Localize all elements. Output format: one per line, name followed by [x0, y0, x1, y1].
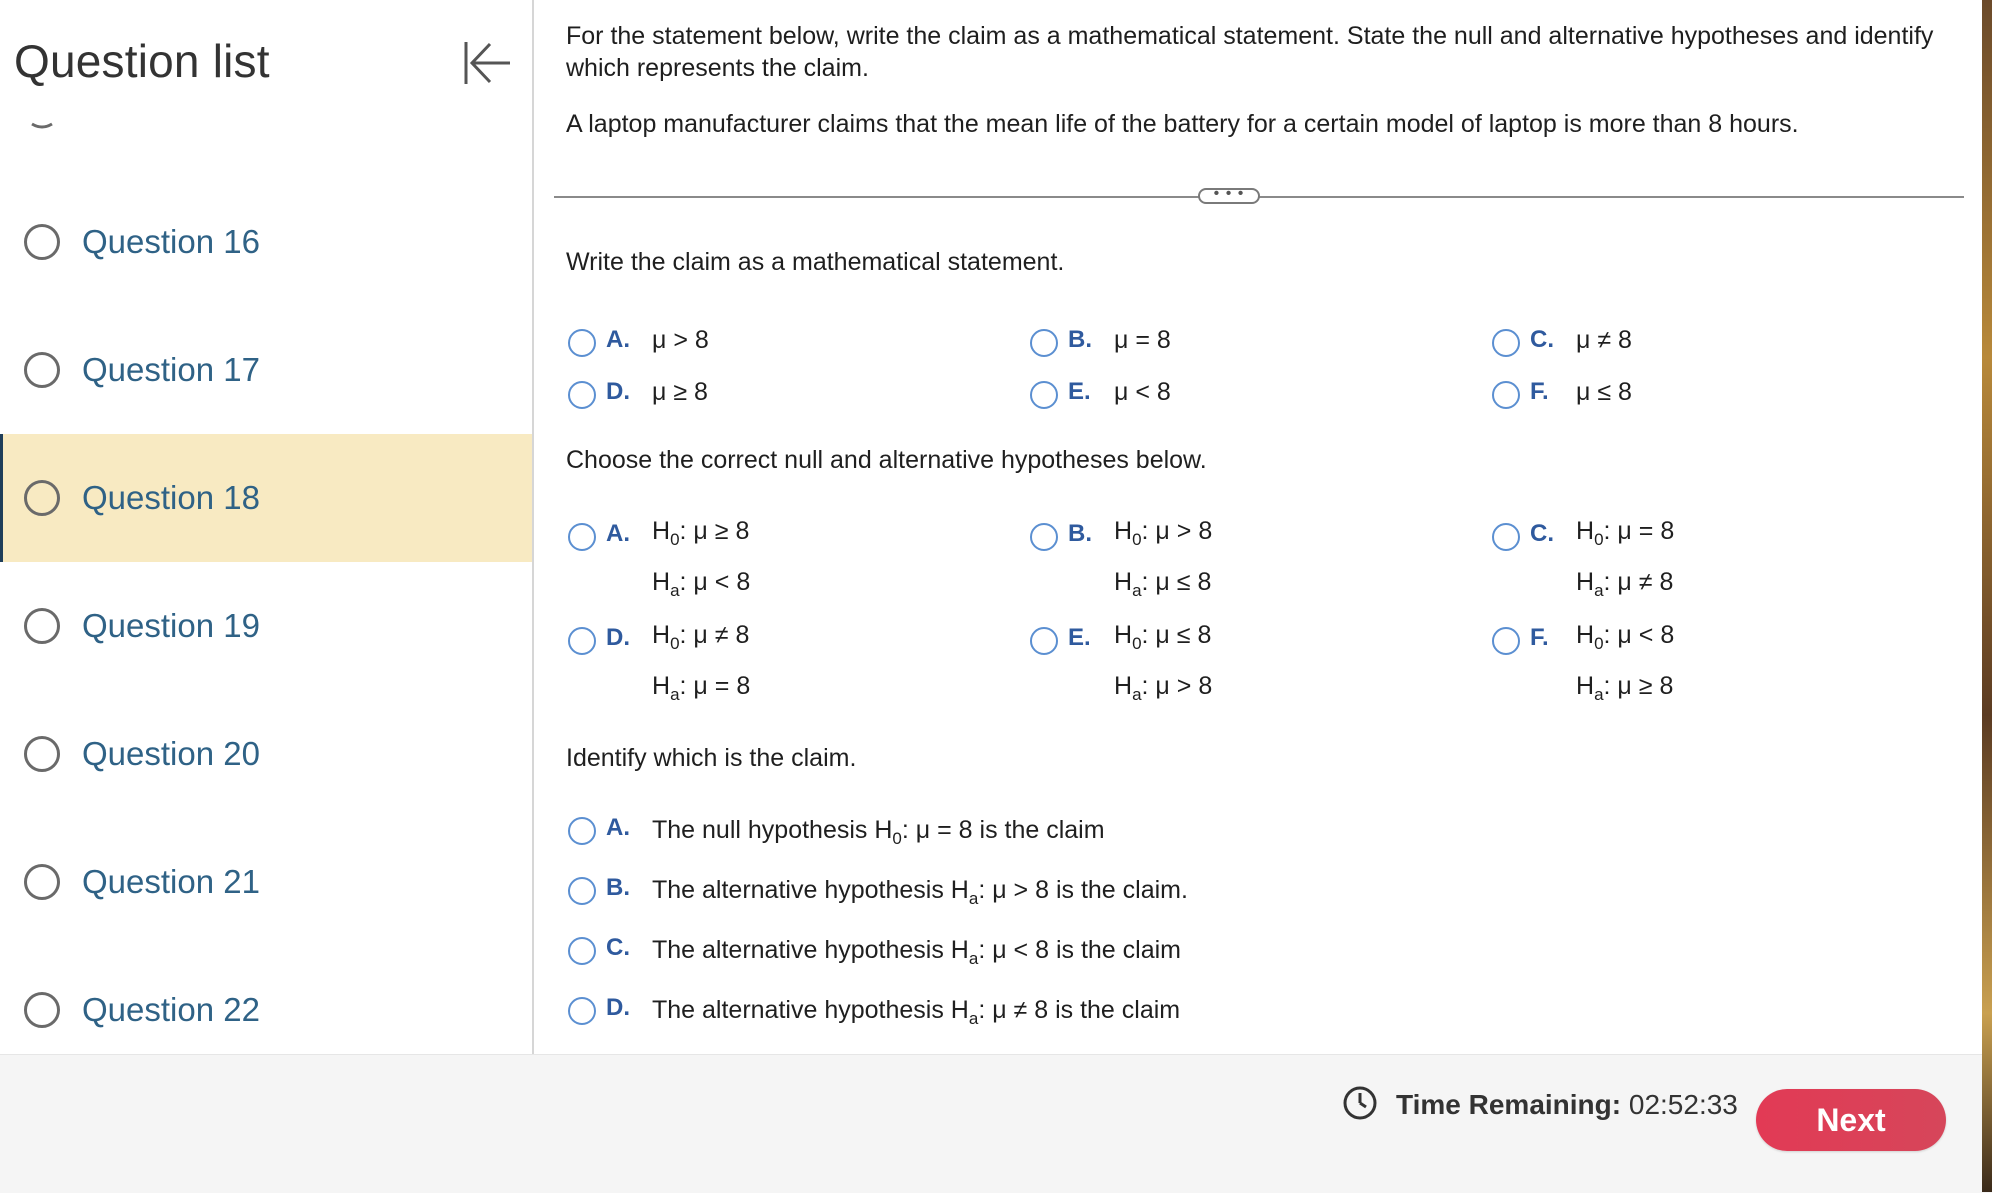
option-letter: D.: [606, 994, 630, 1021]
part3-option-d[interactable]: [568, 992, 1468, 1032]
option-hypotheses: [652, 614, 750, 716]
option-letter: A.: [606, 814, 630, 841]
question-item-19[interactable]: [0, 562, 532, 690]
option-hypotheses: [1114, 510, 1212, 612]
part2-option-c[interactable]: [1492, 518, 1812, 604]
radio-icon: [24, 864, 60, 900]
option-letter: F.: [1530, 624, 1549, 651]
option-text: μ ≤ 8: [1576, 378, 1632, 406]
radio-button[interactable]: [1030, 627, 1058, 655]
question-item-20[interactable]: [0, 690, 532, 818]
part2-prompt: Choose the correct null and alternative hypotheses below.: [566, 446, 1207, 474]
null-hypothesis: $H_0$: μ ≠ 8: [652, 621, 750, 653]
option-text: The null hypothesis $H_0$: μ = 8 is the claim: [652, 816, 1105, 848]
more-options-button[interactable]: • • •: [1198, 188, 1260, 204]
part1-option-d[interactable]: [568, 376, 868, 416]
question-item-21[interactable]: [0, 818, 532, 946]
question-item-label: Question 19: [82, 607, 260, 644]
time-remaining-label: Time Remaining:: [1396, 1089, 1622, 1120]
option-letter: C.: [1530, 326, 1554, 353]
question-instructions: For the statement below, write the claim as a mathematical statement. State the null and alternative hypotheses and identify which represents the claim.: [566, 22, 1934, 82]
radio-icon: [24, 736, 60, 772]
alt-hypothesis: $H_a$: μ > 8: [1114, 672, 1213, 704]
part3-option-b[interactable]: [568, 872, 1468, 912]
null-hypothesis: $H_0$: μ ≥ 8: [652, 517, 750, 549]
part1-option-a[interactable]: [568, 324, 868, 364]
option-text: The alternative hypothesis $H_a$: μ ≠ 8 is the claim: [652, 996, 1181, 1028]
radio-button[interactable]: [1492, 523, 1520, 551]
question-item-label: Question 16: [82, 223, 260, 260]
part3-option-a[interactable]: [568, 812, 1468, 852]
option-text: μ = 8: [1114, 326, 1171, 354]
radio-button[interactable]: [568, 523, 596, 551]
option-text: The alternative hypothesis $H_a$: μ > 8 is the claim.: [652, 876, 1188, 908]
next-button[interactable]: Next: [1756, 1089, 1946, 1151]
alt-hypothesis: $H_a$: μ ≥ 8: [1576, 672, 1674, 704]
radio-icon: [24, 352, 60, 388]
option-text: μ > 8: [652, 326, 709, 354]
part1-option-f[interactable]: [1492, 376, 1792, 416]
radio-button[interactable]: [1030, 329, 1058, 357]
question-item-16[interactable]: [0, 178, 532, 306]
option-letter: F.: [1530, 378, 1549, 405]
radio-icon: [24, 608, 60, 644]
time-remaining: [1396, 1089, 1738, 1121]
option-letter: C.: [606, 934, 630, 961]
option-letter: A.: [606, 520, 630, 547]
radio-button[interactable]: [568, 627, 596, 655]
part2-option-f[interactable]: [1492, 622, 1812, 708]
option-letter: B.: [1068, 520, 1092, 547]
option-hypotheses: [652, 510, 750, 612]
option-text: μ ≠ 8: [1576, 326, 1632, 354]
question-item-label: Question 17: [82, 351, 260, 388]
radio-button[interactable]: [1030, 523, 1058, 551]
radio-button[interactable]: [1492, 381, 1520, 409]
option-letter: E.: [1068, 624, 1091, 651]
alt-hypothesis: $H_a$: μ ≠ 8: [1576, 568, 1674, 600]
radio-button[interactable]: [568, 937, 596, 965]
question-item-18[interactable]: [0, 434, 532, 562]
null-hypothesis: $H_0$: μ < 8: [1576, 621, 1675, 653]
question-item-label: Question 20: [82, 735, 260, 772]
option-letter: C.: [1530, 520, 1554, 547]
alt-hypothesis: $H_a$: μ = 8: [652, 672, 751, 704]
question-list-panel: [0, 0, 534, 1054]
option-text: The alternative hypothesis $H_a$: μ < 8 is the claim: [652, 936, 1181, 968]
radio-button[interactable]: [568, 997, 596, 1025]
question-item-label: Question 21: [82, 863, 260, 900]
option-text: μ < 8: [1114, 378, 1171, 406]
radio-button[interactable]: [568, 817, 596, 845]
partial-radio-icon: [22, 96, 72, 130]
part1-option-c[interactable]: [1492, 324, 1792, 364]
radio-button[interactable]: [1030, 381, 1058, 409]
part2-option-a[interactable]: [568, 518, 888, 604]
radio-button[interactable]: [568, 877, 596, 905]
option-letter: D.: [606, 624, 630, 651]
radio-button[interactable]: [568, 329, 596, 357]
option-hypotheses: [1576, 510, 1674, 612]
part2-option-d[interactable]: [568, 622, 888, 708]
question-item-22[interactable]: [0, 946, 532, 1054]
null-hypothesis: $H_0$: μ = 8: [1576, 517, 1675, 549]
part1-option-b[interactable]: [1030, 324, 1330, 364]
part2-option-b[interactable]: [1030, 518, 1350, 604]
radio-button[interactable]: [1492, 627, 1520, 655]
footer-bar: [0, 1054, 1992, 1193]
question-content: [534, 0, 1992, 1054]
option-letter: D.: [606, 378, 630, 405]
question-item-label: Question 22: [82, 991, 260, 1028]
background-edge: [1982, 0, 1992, 1192]
radio-icon: [24, 992, 60, 1028]
option-letter: A.: [606, 326, 630, 353]
option-letter: E.: [1068, 378, 1091, 405]
option-letter: B.: [606, 874, 630, 901]
part3-prompt: Identify which is the claim.: [566, 744, 857, 772]
time-remaining-value: 02:52:33: [1628, 1089, 1738, 1120]
option-hypotheses: [1576, 614, 1674, 716]
part3-option-c[interactable]: [568, 932, 1468, 972]
null-hypothesis: $H_0$: μ ≤ 8: [1114, 621, 1212, 653]
question-item-label: Question 18: [82, 479, 260, 516]
option-text: μ ≥ 8: [652, 378, 708, 406]
part2-option-e[interactable]: [1030, 622, 1350, 708]
collapse-sidebar-icon[interactable]: [460, 38, 514, 88]
part1-prompt: Write the claim as a mathematical statement.: [566, 248, 1065, 276]
question-list-title: Question list: [14, 35, 270, 87]
alt-hypothesis: $H_a$: μ < 8: [652, 568, 751, 600]
question-scenario: A laptop manufacturer claims that the mean life of the battery for a certain model of laptop is more than 8 hours.: [566, 110, 1799, 138]
part1-option-e[interactable]: [1030, 376, 1330, 416]
radio-button[interactable]: [568, 381, 596, 409]
null-hypothesis: $H_0$: μ > 8: [1114, 517, 1213, 549]
question-item-17[interactable]: [0, 306, 532, 434]
radio-icon: [24, 224, 60, 260]
radio-icon: [24, 480, 60, 516]
option-letter: B.: [1068, 326, 1092, 353]
option-hypotheses: [1114, 614, 1212, 716]
radio-button[interactable]: [1492, 329, 1520, 357]
clock-icon: [1342, 1085, 1378, 1121]
alt-hypothesis: $H_a$: μ ≤ 8: [1114, 568, 1212, 600]
